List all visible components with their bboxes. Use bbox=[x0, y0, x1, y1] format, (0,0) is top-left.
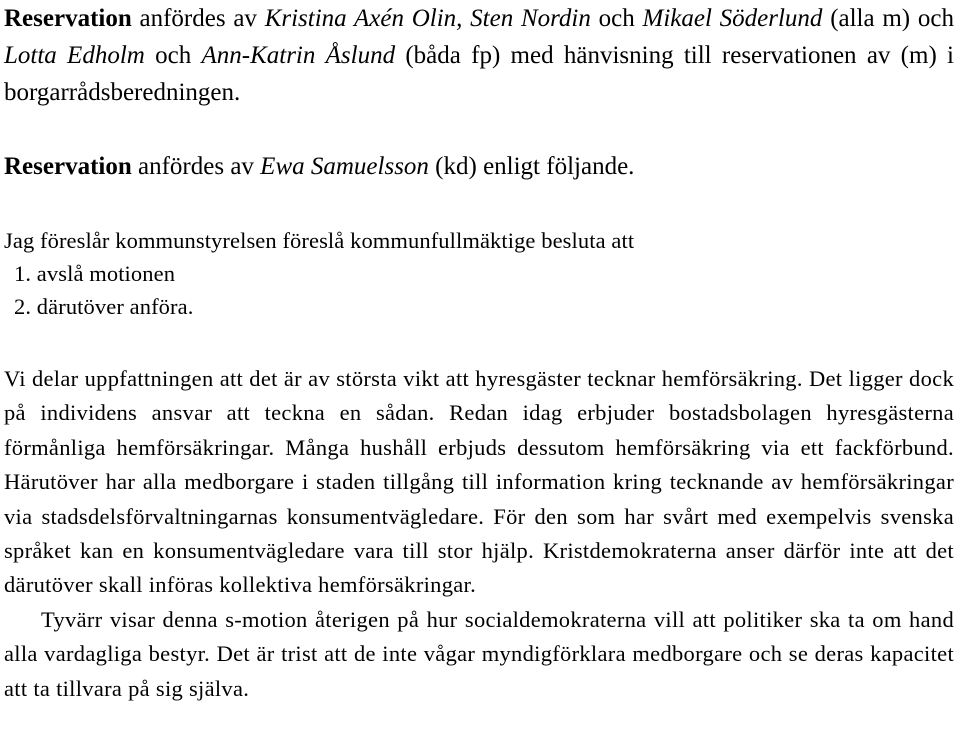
text-segment: och bbox=[144, 42, 202, 69]
reservation-paragraph-1 bbox=[4, 0, 954, 111]
proposal-block bbox=[4, 224, 634, 323]
text-segment: (alla m) och bbox=[822, 5, 954, 32]
text-segment: och bbox=[590, 5, 643, 32]
list-item: 2. därutöver anföra. bbox=[14, 294, 194, 319]
reservation-label: Reservation bbox=[4, 5, 132, 32]
body-paragraph-2: Tyvärr visar denna s-motion återigen på hur socialdemokraterna vill att politiker ska ta om hand alla vardagliga bestyr. Det är trist att de inte vågar myndigförklara medborgare och se deras kapacitet att ta tillvara på sig själva. bbox=[4, 606, 954, 701]
text-segment: (kd) enligt följande. bbox=[428, 153, 635, 180]
document-page bbox=[4, 0, 954, 701]
reservation-label: Reservation bbox=[4, 153, 132, 180]
text-segment: anfördes av bbox=[131, 153, 261, 180]
list-item: 1. avslå motionen bbox=[14, 261, 176, 286]
member-name: Ewa Samuelsson bbox=[260, 153, 429, 180]
member-names: Kristina Axén Olin, Sten Nordin bbox=[264, 5, 591, 32]
member-name: Mikael Söderlund bbox=[642, 5, 823, 32]
reservation-paragraph-2 bbox=[4, 148, 634, 185]
proposal-intro: Jag föreslår kommunstyrelsen föreslå kommunfullmäktige besluta att bbox=[4, 228, 635, 253]
body-text bbox=[4, 362, 954, 706]
text-segment: anfördes av bbox=[131, 5, 265, 32]
member-name: Lotta Edholm bbox=[4, 42, 145, 69]
member-name: Ann-Katrin Åslund bbox=[201, 42, 396, 69]
text-segment: (båda fp) med hänvisning till reservationen av (m) i borgarrådsberedningen. bbox=[4, 42, 954, 106]
body-paragraph-1: Vi delar uppfattningen att det är av största vikt att hyresgäster tecknar hemförsäkring. Det ligger dock på individens ansvar att teckna en sådan. Redan idag erbjuder bostadsbolagen hyresgästerna förmånliga hemförsäkringar. Många hushåll erbjuds dessutom hemförsäkring via ett fackförbund. Härutöver har alla medborgare i staden tillgång till information kring tecknande av hemförsäkringar via stadsdelsförvaltningarnas konsumentvägledare. För den som har svårt med exempelvis svenska språket kan en konsumentvägledare vara till stor hjälp. Kristdemokraterna anser därför inte att det därutöver skall införas kollektiva hemförsäkringar. bbox=[4, 366, 954, 598]
proposal-list bbox=[4, 257, 634, 323]
